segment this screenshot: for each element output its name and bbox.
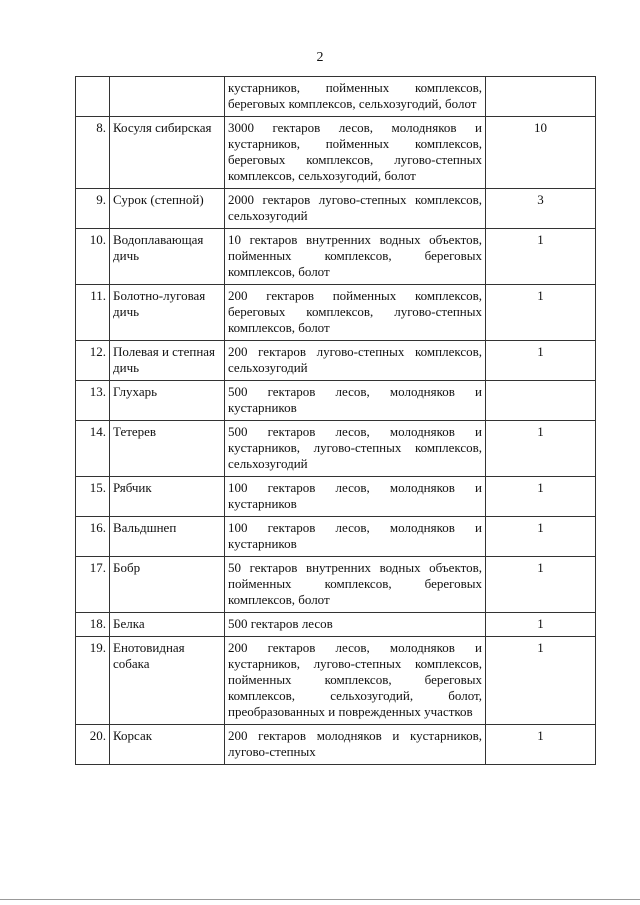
page-bottom-edge bbox=[0, 899, 640, 900]
norm-value: 1 bbox=[486, 613, 596, 637]
species-name: Рябчик bbox=[110, 477, 225, 517]
norm-value: 1 bbox=[486, 637, 596, 725]
species-name bbox=[110, 77, 225, 117]
row-number: 18. bbox=[76, 613, 110, 637]
area-description: 10 гектаров внутренних водных объектов, пойменных комплексов, береговых комплексов, болот bbox=[225, 229, 486, 285]
table-row bbox=[76, 725, 596, 765]
table-row bbox=[76, 477, 596, 517]
table-row bbox=[76, 381, 596, 421]
species-name: Тетерев bbox=[110, 421, 225, 477]
hunting-norms-table bbox=[75, 76, 596, 765]
row-number: 15. bbox=[76, 477, 110, 517]
area-description: 200 гектаров молодняков и кустарников, лугово-степных bbox=[225, 725, 486, 765]
species-name: Енотовидная собака bbox=[110, 637, 225, 725]
norm-value: 1 bbox=[486, 477, 596, 517]
area-description: 3000 гектаров лесов, молодняков и кустарников, пойменных комплексов, береговых комплексов, лугово-степных комплексов, сельхозугодий, болот bbox=[225, 117, 486, 189]
row-number: 13. bbox=[76, 381, 110, 421]
area-description: 100 гектаров лесов, молодняков и кустарников bbox=[225, 477, 486, 517]
species-name: Косуля сибирская bbox=[110, 117, 225, 189]
area-description: 200 гектаров лугово-степных комплексов, сельхозугодий bbox=[225, 341, 486, 381]
species-name: Корсак bbox=[110, 725, 225, 765]
species-name: Водоплавающая дичь bbox=[110, 229, 225, 285]
species-name: Бобр bbox=[110, 557, 225, 613]
norm-value: 1 bbox=[486, 517, 596, 557]
area-description: 500 гектаров лесов bbox=[225, 613, 486, 637]
species-name: Вальдшнеп bbox=[110, 517, 225, 557]
table-row bbox=[76, 421, 596, 477]
row-number: 19. bbox=[76, 637, 110, 725]
table-row bbox=[76, 613, 596, 637]
norm-value bbox=[486, 381, 596, 421]
species-name: Глухарь bbox=[110, 381, 225, 421]
norm-value: 1 bbox=[486, 229, 596, 285]
row-number: 11. bbox=[76, 285, 110, 341]
species-name: Сурок (степной) bbox=[110, 189, 225, 229]
row-number: 20. bbox=[76, 725, 110, 765]
area-description: 200 гектаров пойменных комплексов, береговых комплексов, лугово-степных комплексов, болот bbox=[225, 285, 486, 341]
area-description: 200 гектаров лесов, молодняков и кустарников, лугово-степных комплексов, пойменных комплексов, береговых комплексов, сельхозугодий, болот, преобразованных и поврежденных участков bbox=[225, 637, 486, 725]
area-description: 500 гектаров лесов, молодняков и кустарников bbox=[225, 381, 486, 421]
species-name: Болотно-луговая дичь bbox=[110, 285, 225, 341]
table-row bbox=[76, 77, 596, 117]
row-number bbox=[76, 77, 110, 117]
norm-value: 1 bbox=[486, 557, 596, 613]
species-name: Полевая и степная дичь bbox=[110, 341, 225, 381]
norm-value: 3 bbox=[486, 189, 596, 229]
norm-value: 10 bbox=[486, 117, 596, 189]
norm-value bbox=[486, 77, 596, 117]
row-number: 8. bbox=[76, 117, 110, 189]
norm-value: 1 bbox=[486, 341, 596, 381]
norm-value: 1 bbox=[486, 285, 596, 341]
row-number: 12. bbox=[76, 341, 110, 381]
table-row bbox=[76, 285, 596, 341]
table-row bbox=[76, 229, 596, 285]
norm-value: 1 bbox=[486, 725, 596, 765]
table-row bbox=[76, 117, 596, 189]
species-name: Белка bbox=[110, 613, 225, 637]
table-row bbox=[76, 517, 596, 557]
table-row bbox=[76, 557, 596, 613]
area-description: кустарников, пойменных комплексов, береговых комплексов, сельхозугодий, болот bbox=[225, 77, 486, 117]
area-description: 50 гектаров внутренних водных объектов, пойменных комплексов, береговых комплексов, болот bbox=[225, 557, 486, 613]
area-description: 500 гектаров лесов, молодняков и кустарников, лугово-степных комплексов, сельхозугодий bbox=[225, 421, 486, 477]
row-number: 9. bbox=[76, 189, 110, 229]
row-number: 14. bbox=[76, 421, 110, 477]
table-row bbox=[76, 341, 596, 381]
page-number: 2 bbox=[316, 50, 324, 65]
table-row bbox=[76, 637, 596, 725]
table-row bbox=[76, 189, 596, 229]
norm-value: 1 bbox=[486, 421, 596, 477]
table-body bbox=[76, 77, 596, 765]
row-number: 16. bbox=[76, 517, 110, 557]
area-description: 100 гектаров лесов, молодняков и кустарников bbox=[225, 517, 486, 557]
row-number: 17. bbox=[76, 557, 110, 613]
row-number: 10. bbox=[76, 229, 110, 285]
area-description: 2000 гектаров лугово-степных комплексов, сельхозугодий bbox=[225, 189, 486, 229]
